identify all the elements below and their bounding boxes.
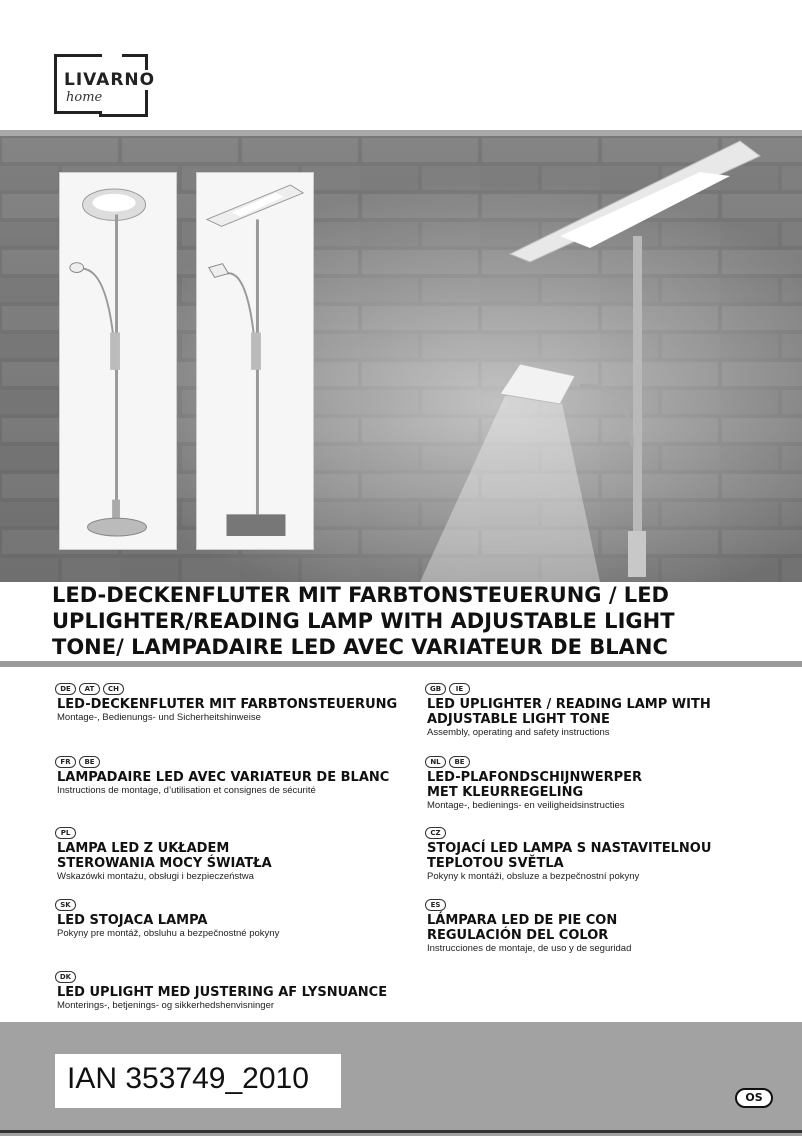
country-badge: FR [55, 756, 76, 768]
language-block-pl [55, 827, 272, 883]
os-badge: OS [735, 1088, 773, 1108]
footer-rule [0, 1130, 802, 1133]
country-badge: DE [55, 683, 76, 695]
language-subtitle: Wskazówki montażu, obsługi i bezpieczeństwa [57, 871, 254, 882]
language-title: LAMPADAIRE LED AVEC VARIATEUR DE BLANC [57, 770, 390, 785]
language-title: LED STOJACA LAMPA [57, 913, 208, 928]
language-block-sk [55, 899, 279, 940]
product-title-line: UPLIGHTER/READING LAMP WITH ADJUSTABLE LIGHT [52, 609, 675, 633]
language-title: STOJACÍ LED LAMPA S NASTAVITELNOU TEPLOTOU SVĚTLA [427, 841, 712, 871]
country-badge: AT [79, 683, 100, 695]
footer-band [0, 1022, 802, 1136]
language-title: LÁMPARA LED DE PIE CON REGULACIÓN DEL COLOR [427, 913, 618, 943]
country-badge: CH [103, 683, 124, 695]
thumbnail-square-base [196, 172, 314, 550]
language-title: LED-PLAFONDSCHIJNWERPER MET KLEURREGELING [427, 770, 643, 800]
title-divider [0, 661, 802, 667]
language-title: LAMPA LED Z UKŁADEM STEROWANIA MOCY ŚWIATŁA [57, 841, 272, 871]
language-subtitle: Montage-, bedienings- en veiligheidsinstructies [427, 800, 625, 811]
language-subtitle: Pokyny k montáži, obsluze a bezpečnostní pokyny [427, 871, 640, 882]
language-subtitle: Pokyny pre montáž, obsluhu a bezpečnostné pokyny [57, 928, 280, 939]
language-title: LED UPLIGHTER / READING LAMP WITH ADJUSTABLE LIGHT TONE [427, 697, 711, 727]
language-block-nl [425, 756, 642, 812]
product-title-line: TONE/ LAMPADAIRE LED AVEC VARIATEUR DE BLANC [52, 635, 668, 659]
language-title: LED UPLIGHT MED JUSTERING AF LYSNUANCE [57, 985, 388, 1000]
country-badge: SK [55, 899, 76, 911]
logo-frame-bottom [99, 114, 148, 117]
logo-sub: home [66, 90, 103, 105]
language-subtitle: Assembly, operating and safety instructions [427, 727, 610, 738]
language-title: LED-DECKENFLUTER MIT FARBTONSTEUERUNG [57, 697, 398, 712]
country-badge: NL [425, 756, 446, 768]
language-subtitle: Instructions de montage, d’utilisation et consignes de sécurité [57, 785, 316, 796]
language-block-es [425, 899, 631, 955]
product-title-line: LED-DECKENFLUTER MIT FARBTONSTEUERUNG / LED [52, 583, 669, 607]
logo-brand: LIVARNO [64, 70, 156, 90]
language-block-cz [425, 827, 711, 883]
language-block-de [55, 683, 397, 724]
logo-frame-side [145, 88, 148, 117]
country-badge: ES [425, 899, 446, 911]
country-badge: BE [79, 756, 100, 768]
thumbnail-round-base [59, 172, 177, 550]
product-title [52, 582, 772, 660]
language-block-gb [425, 683, 711, 739]
country-badge: IE [449, 683, 470, 695]
ian-box [55, 1054, 341, 1108]
ian-number: IAN 353749_2010 [67, 1062, 309, 1095]
language-subtitle: Instrucciones de montaje, de uso y de seguridad [427, 943, 632, 954]
logo-frame-corner [122, 54, 148, 70]
livarno-logo [54, 54, 174, 118]
hero-product-photo [0, 130, 802, 582]
language-block-dk [55, 971, 387, 1012]
country-badge: PL [55, 827, 76, 839]
language-subtitle: Monterings-, betjenings- og sikkerhedshenvisninger [57, 1000, 275, 1011]
language-subtitle: Montage-, Bedienungs- und Sicherheitshinweise [57, 712, 261, 723]
country-badge: CZ [425, 827, 446, 839]
country-badge: GB [425, 683, 446, 695]
country-badge: DK [55, 971, 76, 983]
country-badge: BE [449, 756, 470, 768]
language-block-fr [55, 756, 389, 797]
